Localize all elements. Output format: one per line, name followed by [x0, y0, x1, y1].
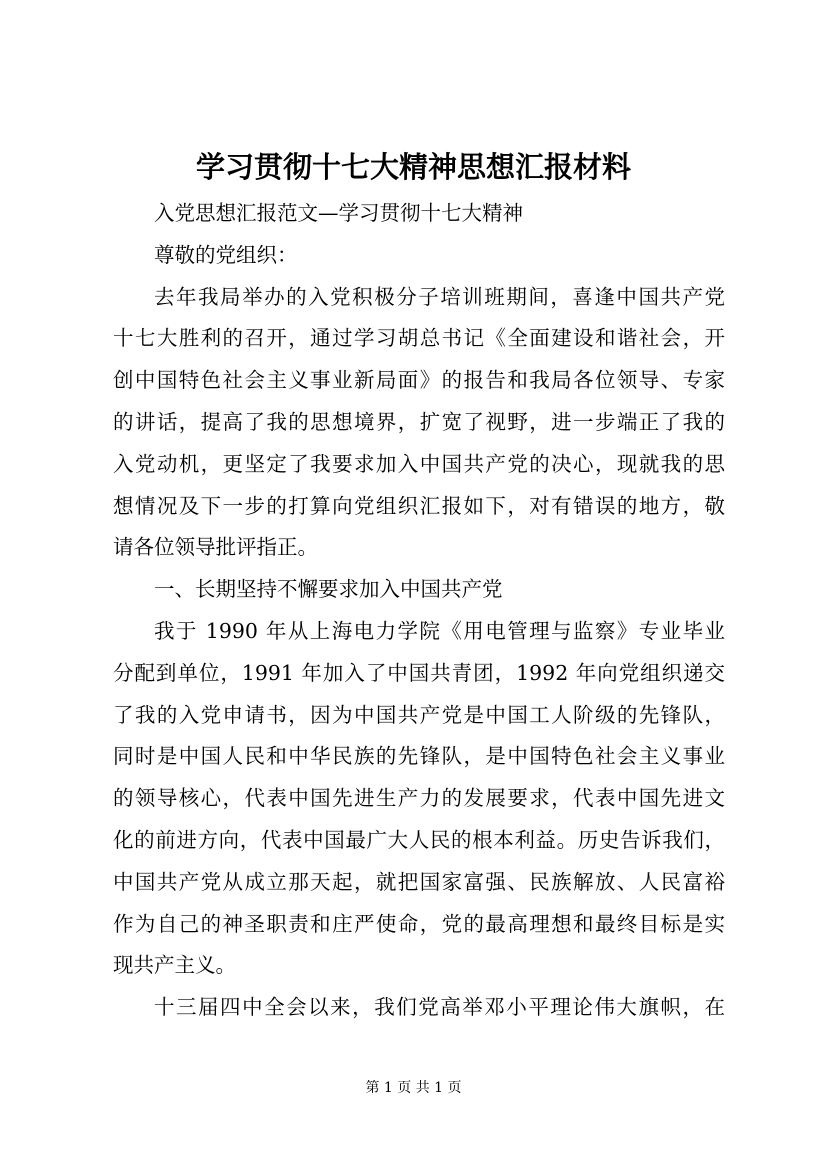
body-line: 创中国特色社会主义事业新局面》的报告和我局各位领导、专家 — [113, 368, 725, 393]
body-line: 想情况及下一步的打算向党组织汇报如下，对有错误的地方，敬 — [113, 493, 725, 518]
body-line: 请各位领导批评指正。 — [113, 535, 318, 560]
body-line: 十三届四中全会以来，我们党高举邓小平理论伟大旗帜，在 — [154, 995, 725, 1020]
body-line: 化的前进方向，代表中国最广大人民的根本利益。历史告诉我们， — [113, 827, 725, 852]
body-line: 的讲话，提高了我的思想境界，扩宽了视野，进一步端正了我的 — [113, 409, 725, 434]
body-line: 同时是中国人民和中华民族的先锋队，是中国特色社会主义事业 — [113, 744, 725, 769]
body-line: 的领导核心，代表中国先进生产力的发展要求，代表中国先进文 — [113, 786, 725, 811]
body-line: 我于 1990 年从上海电力学院《用电管理与监察》专业毕业 — [154, 618, 725, 643]
body-line: 尊敬的党组织： — [154, 242, 298, 267]
body-line: 现共产主义。 — [113, 953, 236, 978]
document-title: 学习贯彻十七大精神思想汇报材料 — [195, 150, 631, 184]
body-line: 去年我局举办的入党积极分子培训班期间，喜逢中国共产党 — [154, 284, 725, 309]
body-line: 分配到单位，1991 年加入了中国共青团，1992 年向党组织递交 — [113, 660, 725, 685]
body-line: 了我的入党申请书，因为中国共产党是中国工人阶级的先锋队， — [113, 702, 725, 727]
body-line: 入党思想汇报范文—学习贯彻十七大精神 — [154, 201, 523, 225]
body-line: 入党动机，更坚定了我要求加入中国共产党的决心，现就我的思 — [113, 451, 725, 476]
body-line: 中国共产党从成立那天起，就把国家富强、民族解放、人民富裕 — [113, 869, 725, 894]
page-footer: 第 1 页 共 1 页 — [365, 1080, 462, 1096]
document-body — [113, 193, 725, 1029]
body-line: 十七大胜利的召开，通过学习胡总书记《全面建设和谐社会，开 — [113, 326, 725, 351]
body-line: 一、长期坚持不懈要求加入中国共产党 — [154, 577, 503, 602]
body-line: 作为自己的神圣职责和庄严使命，党的最高理想和最终目标是实 — [113, 911, 725, 936]
